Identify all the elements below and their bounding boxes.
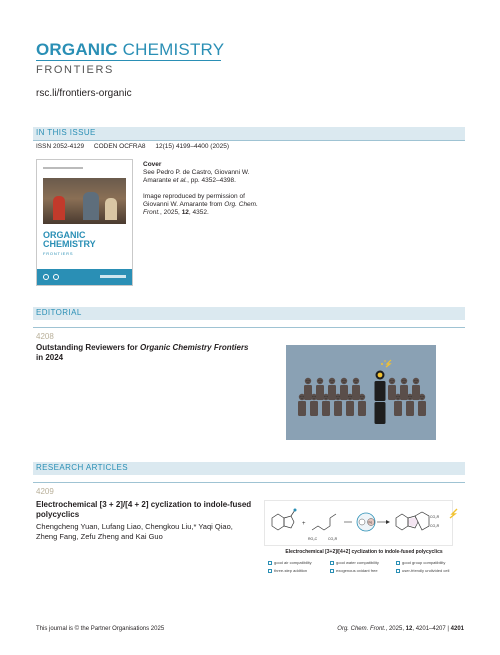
editorial-graphic <box>286 345 436 440</box>
journal-subtitle: FRONTIERS <box>36 64 114 76</box>
reaction-scheme <box>264 500 464 548</box>
article-title-link[interactable]: Electrochemical [3 + 2]/[4 + 2] cyclization to indole-fused polycyclics <box>36 500 252 519</box>
cover-label: Cover <box>143 161 162 168</box>
article-page-number: 4208 <box>36 332 54 341</box>
cover-journal-subtitle: FRONTIERS <box>43 251 74 256</box>
section-heading: RESEARCH ARTICLES <box>36 463 129 472</box>
svg-text:CO₂R: CO₂R <box>430 515 440 519</box>
article-authors: Chengcheng Yuan, Lufang Liao, Chengkou Liu,* Yaqi Qiao, Zheng Fang, Zefu Zheng and Kai Guo <box>36 522 233 541</box>
section-rule <box>33 482 465 483</box>
feature-item: good group compatibility <box>396 560 445 565</box>
volume-info: 12(15) 4199–4400 (2025) <box>155 143 230 150</box>
title-rule <box>36 60 221 61</box>
checkbox-icon <box>268 569 272 573</box>
checkbox-icon <box>268 561 272 565</box>
section-heading: IN THIS ISSUE <box>36 128 96 137</box>
svg-text:RO₂C: RO₂C <box>308 537 318 541</box>
footer-copyright: This journal is © the Partner Organisations 2025 <box>36 626 165 632</box>
cover-description <box>143 161 263 217</box>
feature-item: three-step addition <box>268 568 307 573</box>
footer-citation: Org. Chem. Front., 2025, 12, 4201–4207 | 4201 <box>337 626 464 632</box>
checkbox-icon <box>396 561 400 565</box>
feature-item: user-friendly undivided cell <box>396 568 449 573</box>
cover-header-line <box>43 167 83 169</box>
page-number: 4201 <box>450 626 464 632</box>
cover-journal-name: ORGANIC CHEMISTRY <box>43 230 96 249</box>
journal-title: ORGANIC CHEMISTRY <box>36 40 225 59</box>
cover-credit-authors: See Pedro P. de Castro, Giovanni W. Amarante et al., pp. 4352–4398. <box>143 169 250 184</box>
section-bar-editorial <box>33 307 465 320</box>
cover-image-credit: Image reproduced by permission of Giovanni W. Amarante from Org. Chem. Front., 2025, 12, 4352. <box>143 193 258 216</box>
journal-url-link[interactable]: rsc.li/frontiers-organic <box>36 88 132 99</box>
svg-text:CO₂R: CO₂R <box>328 537 338 541</box>
section-rule <box>33 140 465 141</box>
feature-item: good water compatibility <box>330 560 379 565</box>
section-heading: EDITORIAL <box>36 308 82 317</box>
svg-text:Fe: Fe <box>368 520 373 525</box>
section-rule <box>33 327 465 328</box>
issn: ISSN 2052-4129 <box>36 143 85 150</box>
feature-item: exogenous oxidant free <box>330 568 378 573</box>
issue-metadata <box>36 143 237 150</box>
cover-photo <box>43 178 126 224</box>
svg-text:CO₂R: CO₂R <box>430 524 440 528</box>
section-bar-research-articles <box>33 462 465 475</box>
graphical-abstract <box>264 500 464 580</box>
article-page-number: 4209 <box>36 487 54 496</box>
section-bar-in-this-issue <box>33 127 465 140</box>
checkbox-icon <box>330 569 334 573</box>
graphical-abstract-caption: Electrochemical [3+2]/[4+2] cyclization to indole-fused polycyclics <box>285 549 443 555</box>
coden: CODEN OCFRA8 <box>93 143 146 150</box>
svg-text:+: + <box>302 521 306 527</box>
checkbox-icon <box>396 569 400 573</box>
checkbox-icon <box>330 561 334 565</box>
feature-item: good air compatibility <box>268 560 312 565</box>
cover-image[interactable] <box>36 159 133 286</box>
cover-footer-band <box>37 269 132 285</box>
article-title-link[interactable]: Outstanding Reviewers for Organic Chemistry Frontiers in 2024 <box>36 343 249 362</box>
